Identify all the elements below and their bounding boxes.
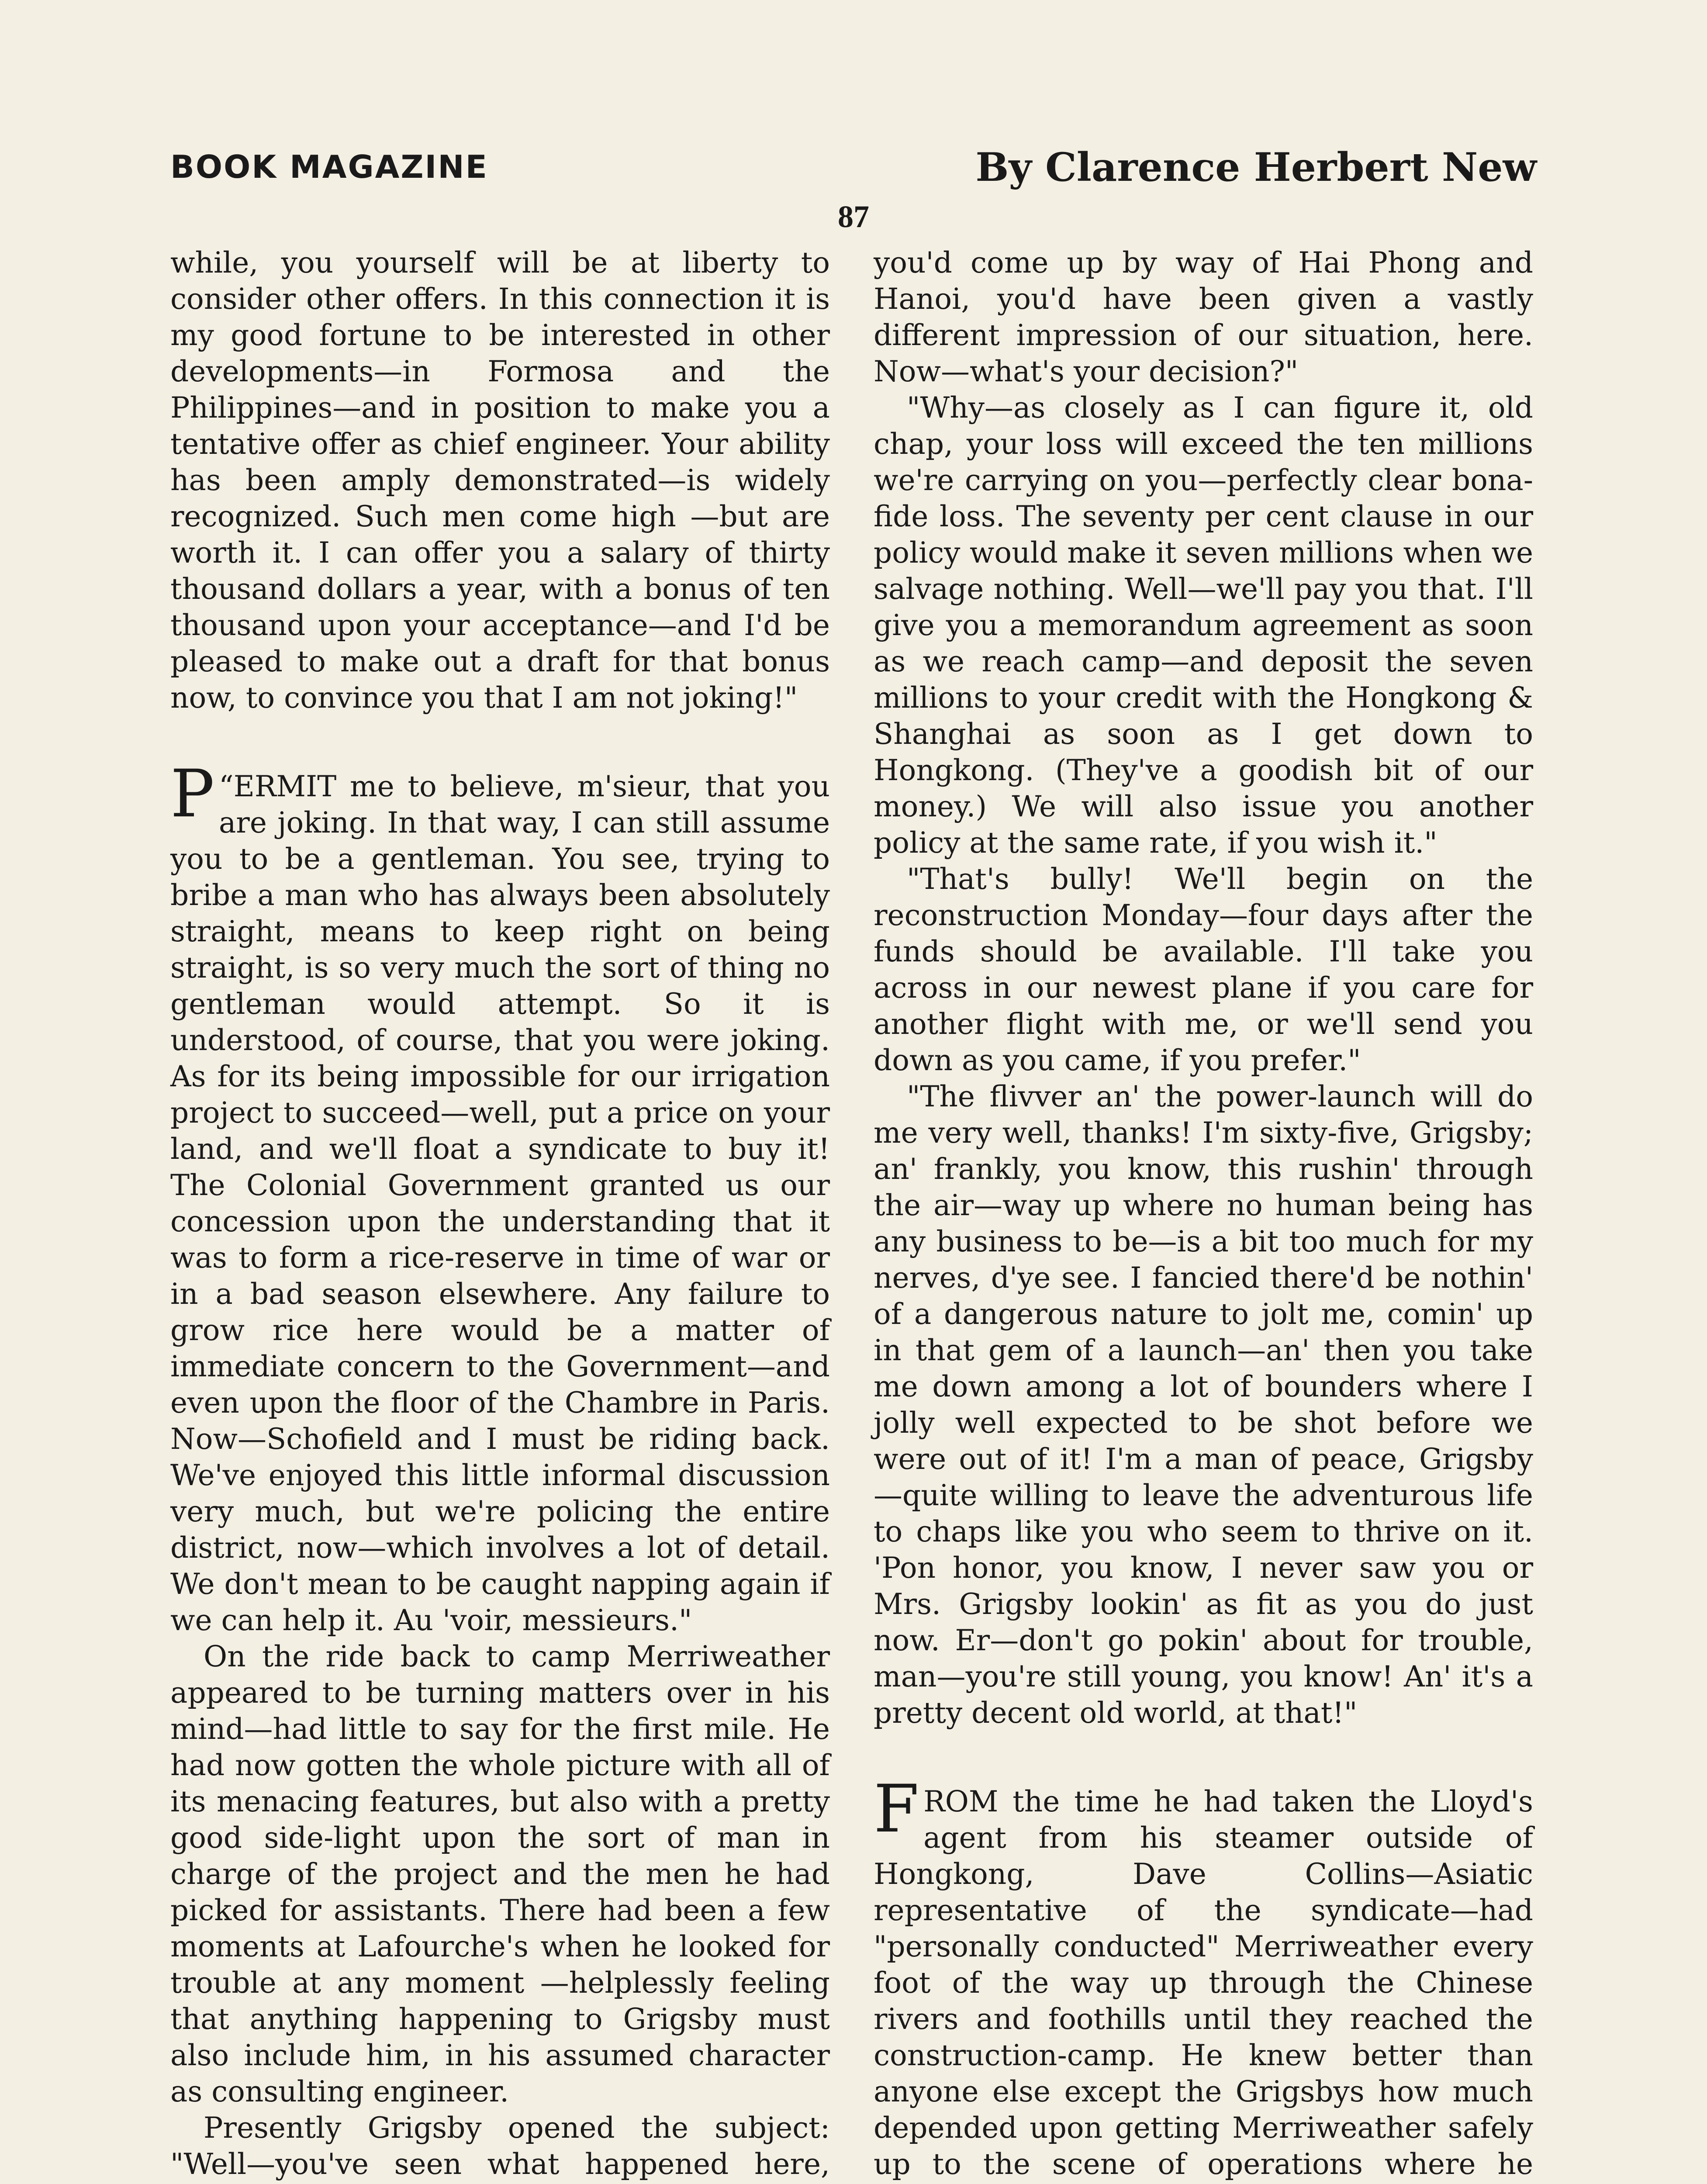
paragraph-text: ROM the time he had taken the Lloyd's agent from his steamer outside of Hongkong, Dave Collins—Asiatic representative of the syndicate—had "personally conducted" Merriweather every foot of the way up through the Chinese rivers and foothills until they reached the construction-camp. He knew better than anyone else except the Grigsbys how much depended upon getting Merriweather safely up to the scene of operations where he [874, 1785, 1533, 2181]
opening-quote: “ [218, 770, 234, 803]
paragraph: "The flivver an' the power-launch will do me very well, thanks! I'm sixty-five, Grigsby; an' frankly, you know, this rushin' through the air—way up where no human being has any business to be—is a bit too much for my nerves, d'ye see. I fancied there'd be nothin' of a dangerous nature to jolt me, comin' up in that gem of a launch—an' then you take me down among a lot of bounders where I jolly well expected to be shot before we were out of it! I'm a man of peace, Grigsby —quite willing to leave the adventurous life to chaps like you who seem to thrive on it. 'Pon honor, you know, I never saw you or Mrs. Grigsby lookin' as fit as you do just now. Er—don't go pokin' about for trouble, man—you're still young, you know! An' it's a pretty decent old world, at that!" [874, 1080, 1533, 1730]
magazine-title: BOOK MAGAZINE [170, 149, 488, 185]
section-paragraph [170, 756, 830, 1638]
paragraph: "Why—as closely as I can figure it, old chap, your loss will exceed the ten millions we're carrying on you—perfectly clear bona-fide loss. The seventy per cent clause in our policy would make it seven millions when we salvage nothing. Well—we'll pay you that. I'll give you a memorandum agreement as soon as we reach camp—and deposit the seven millions to your credit with the Hongkong & Shanghai as soon as I get down to Hongkong. (They've a goodish bit of our money.) We will also issue you another policy at the same rate, if you wish it." [874, 391, 1533, 860]
drop-cap: P [170, 756, 214, 832]
paragraph: On the ride back to camp Merriweather appeared to be turning matters over in his mind—had little to say for the first mile. He had now gotten the whole picture with all of its menacing features, but also with a pretty good side-light upon the sort of man in charge of the project and the men he had picked for assistants. There had been a few moments at Lafourche's when he looked for trouble at any moment —helplessly feeling that anything happening to Grigsby must also include him, in his assumed character as consulting engineer. [170, 1640, 830, 2108]
author-byline: By Clarence Herbert New [975, 144, 1537, 190]
right-column [874, 245, 1533, 2184]
drop-cap: F [874, 1771, 919, 1847]
paragraph-text: ERMIT me to believe, m'sieur, that you are joking. In that way, I can still assume you to be a gentleman. You see, trying to bribe a man who has always been absolutely straight, means to keep right on being straight, is so very much the sort of thing no gentleman would attempt. So it is understood, of course, that you were joking. As for its being impossible for our irrigation project to succeed—well, put a price on your land, and we'll float a syndicate to buy it! The Colonial Government granted us our concession upon the understanding that it was to form a rice-reserve in time of war or in a bad season elsewhere. Any failure to grow rice here would be a matter of immediate concern to the Government—and even upon the floor of the Chambre in Paris. Now—Schofield and I must be riding back. We've enjoyed this little informal discussion very much, but we're policing the entire district, now—which involves a lot of detail. We don't mean to be caught napping again if we can help it. Au 'voir, messieurs." [170, 770, 830, 1637]
section-paragraph [874, 1771, 1533, 2184]
paragraph: "That's bully! We'll begin on the reconstruction Monday—four days after the funds should be available. I'll take you across in our newest plane if you care for another flight with me, or we'll send you down as you came, if you prefer." [874, 862, 1533, 1077]
paragraph: Presently Grigsby opened the subject: "Well—you've seen what happened here, [170, 2111, 830, 2181]
page-number: 87 [838, 199, 869, 234]
paragraph: while, you yourself will be at liberty to consider other offers. In this connection it is my good fortune to be interested in other developments—in Formosa and the Philippines—and in position to make you a tentative offer as chief engineer. Your ability has been amply demonstrated—is widely recognized. Such men come high —but are worth it. I can offer you a salary of thirty thousand dollars a year, with a bonus of ten thousand upon your acceptance—and I'd be pleased to make out a draft for that bonus now, to convince you that I am not joking!" [170, 246, 830, 715]
paragraph: you'd come up by way of Hai Phong and Hanoi, you'd have been given a vastly different impression of our situation, here. Now—what's your decision?" [874, 246, 1533, 388]
left-column [170, 245, 830, 2184]
